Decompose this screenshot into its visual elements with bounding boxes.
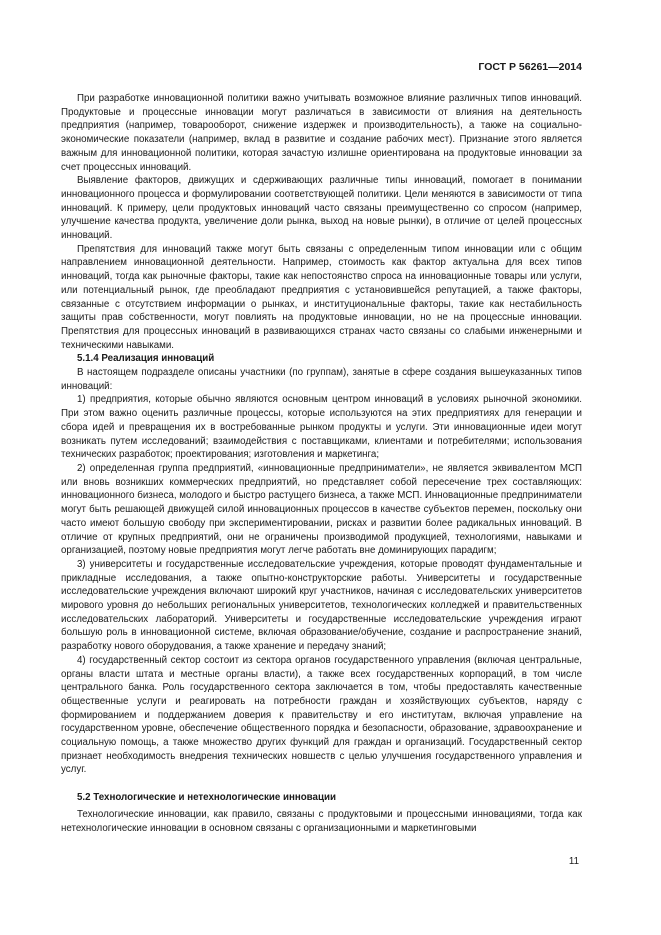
paragraph: Выявление факторов, движущих и сдерживающих различные типы инноваций, помогает в понимании инновационного процесса и формулировании соответствующей политики. Цели меняются в зависимости от типа инноваций. К примеру, цели продуктовых инноваций часто связаны преимущественно со спросом (например, улучшение качества продукта, увеличение доли рынка, выход на новые рынки), в отличие от целей процессных инноваций. [61,175,582,242]
page-number: 11 [568,856,579,867]
paragraph: Технологические инновации, как правило, связаны с продуктовыми и процессными инновациями, тогда как нетехнологические инновации в основном связаны с организационными и маркетинговыми [61,808,582,834]
paragraph: В настоящем подразделе описаны участники (по группам), занятые в сфере создания вышеуказанных типов инноваций: [61,367,582,392]
paragraph: При разработке инновационной политики важно учитывать возможное влияние различных типов инноваций. Продуктовые и процессные инновации могут различаться в зависимости от влияния на деятельность предприятия (например, товарооборот, снижение издержек и производительность), а также на социально-экономические показатели (например, вклад в развитие и создание рабочих мест). Признание этого является важным для инновационной политики, которая зачастую излишне ориентирована на продуктовые инновации за счет процессных инноваций. [61,93,582,173]
section-heading: 5.1.4 Реализация инноваций [77,353,215,365]
list-item: 1) предприятия, которые обычно являются основным центром инноваций в условиях рыночной экономики. При этом важно оценить различные процессы, которые используются на этих предприятиях для генерации и сбора идей и превращения их в востребованные рынком продукты и услуги. Эти инновационные идеи могут возникать путем исследований; взаимодействия с поставщиками, клиентами и потребителями; использования технических разработок; проектирования; изготовления и маркетинга; [61,394,582,461]
section-heading: 5.2 Технологические и нетехнологические инновации [77,792,336,804]
document-code: ГОСТ Р 56261—2014 [478,61,582,73]
list-item: 2) определенная группа предприятий, «инновационные предприниматели», не является эквивалентом МСП или вновь возникших коммерческих предприятий, но представляет собой пересечение трех составляющих: инновационного бизнеса, молодого и быстро растущего бизнеса, а также МСП. Инновационные предприниматели могут быть решающей движущей силой инновационных процессов в качестве субъектов перемен, поскольку они часто имеют большую свободу при экспериментировании, рисках и развитии более радикальных инноваций. В отличие от крупных предприятий, они не ограничены производимой продукцией, технологиями, навыками и организацией, поэтому новые предприятия могут легче работать вне доминирующих парадигм; [61,462,582,557]
paragraph: Препятствия для инноваций также могут быть связаны с определенным типом инновации или с общим направлением инновационной деятельности. Например, стоимость как фактор актуальна для всех типов инноваций, тогда как рыночные факторы, такие как непостоянство спроса на инновационные товары или услуги, или потенциальный рынок, где преобладают предприятия с установившейся репутацией, а также факторы, связанные с отсутствием информации о рынках, и институциональные факторы, такие как нестабильность защиты прав собственности, могут повлиять на продуктовые инновации, но не на процессные инновации. Препятствия для процессных инноваций в развивающихся странах часто связаны со слабыми инженерными и техническими навыками. [61,243,582,351]
document-body [61,92,582,835]
list-item: 4) государственный сектор состоит из сектора органов государственного управления (включая центральные, органы власти штата и местные органы власти), а также всех государственных корпораций, в том числе центрального банка. Роль государственного сектора заключается в том, чтобы предоставлять качественные общественные услуги и реагировать на потребности граждан и хозяйствующих субъектов, наряду с формированием и поддержанием доверия к правительству и его институтам, включая управление на государственном уровне, обеспечение общественного порядка и безопасности, образование, здравоохранение и социальную помощь, а также множество других функций для граждан и организаций. Государственный сектор признает необходимость внедрения технических новшеств с целью улучшения государственного управления и услуг. [61,654,582,776]
list-item: 3) университеты и государственные исследовательские учреждения, которые проводят фундаментальные и прикладные исследования, а также опытно-конструкторские работы. Университеты и государственные исследовательские учреждения включают широкий круг участников, начиная с исследовательских университетов мирового уровня до небольших региональных университетов, технологических колледжей и правительственных исследовательских лабораторий. Университеты и государственные исследовательские учреждения играют большую роль в инновационной системе, включая образование/обучение, создание и распространение знаний, разработку нового оборудования, а также хранение и передачу знаний; [61,558,582,653]
